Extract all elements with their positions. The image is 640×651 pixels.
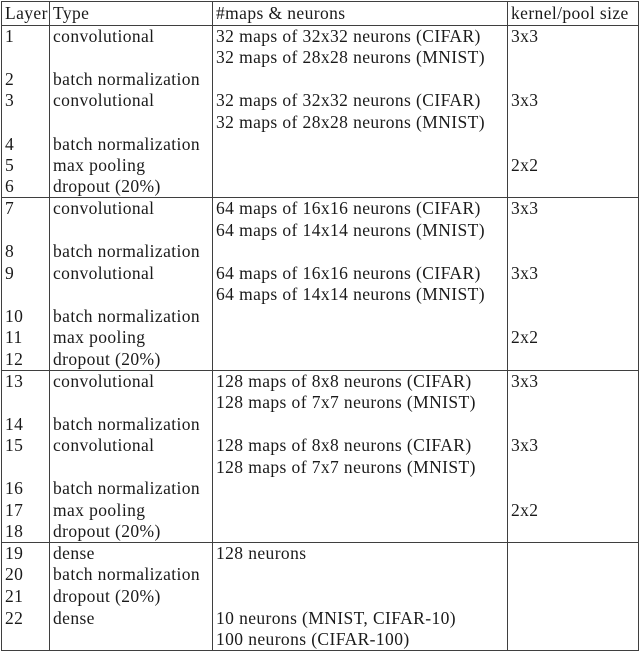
type-cell: dropout (20%) bbox=[50, 176, 213, 198]
type-cell: batch normalization bbox=[50, 69, 213, 91]
layer-cell: 21 bbox=[2, 586, 50, 608]
maps-cell bbox=[213, 327, 508, 349]
kernel-cell bbox=[508, 564, 639, 586]
maps-cell bbox=[213, 564, 508, 586]
layer-cell: 13 bbox=[2, 370, 50, 392]
type-cell bbox=[50, 112, 213, 134]
maps-cell: 10 neurons (MNIST, CIFAR-10) bbox=[213, 607, 508, 629]
layer-cell: 6 bbox=[2, 176, 50, 198]
layer-cell: 15 bbox=[2, 435, 50, 457]
layer-cell: 3 bbox=[2, 90, 50, 112]
table-row bbox=[2, 47, 639, 69]
maps-cell bbox=[213, 586, 508, 608]
kernel-cell: 3x3 bbox=[508, 198, 639, 220]
maps-cell: 32 maps of 32x32 neurons (CIFAR) bbox=[213, 26, 508, 48]
kernel-cell: 3x3 bbox=[508, 26, 639, 48]
kernel-cell bbox=[508, 392, 639, 414]
layer-cell: 7 bbox=[2, 198, 50, 220]
maps-cell bbox=[213, 500, 508, 522]
table-row bbox=[2, 629, 639, 651]
table-row bbox=[2, 198, 639, 220]
kernel-cell bbox=[508, 607, 639, 629]
maps-cell: 64 maps of 16x16 neurons (CIFAR) bbox=[213, 263, 508, 285]
kernel-cell bbox=[508, 349, 639, 371]
type-cell: convolutional bbox=[50, 26, 213, 48]
type-cell bbox=[50, 284, 213, 306]
maps-cell bbox=[213, 176, 508, 198]
layer-block-1 bbox=[2, 26, 639, 198]
type-cell: convolutional bbox=[50, 263, 213, 285]
kernel-cell: 3x3 bbox=[508, 263, 639, 285]
type-cell: max pooling bbox=[50, 327, 213, 349]
table-header bbox=[2, 2, 639, 26]
kernel-cell bbox=[508, 47, 639, 69]
type-cell bbox=[50, 219, 213, 241]
type-cell: batch normalization bbox=[50, 413, 213, 435]
kernel-cell bbox=[508, 478, 639, 500]
column-header-kernel: kernel/pool size bbox=[508, 2, 639, 26]
kernel-cell bbox=[508, 456, 639, 478]
layer-cell: 16 bbox=[2, 478, 50, 500]
layer-cell: 17 bbox=[2, 500, 50, 522]
kernel-cell bbox=[508, 176, 639, 198]
layer-cell: 20 bbox=[2, 564, 50, 586]
table-row bbox=[2, 26, 639, 48]
type-cell: dropout (20%) bbox=[50, 521, 213, 543]
table-row bbox=[2, 456, 639, 478]
kernel-cell: 2x2 bbox=[508, 327, 639, 349]
table-row bbox=[2, 176, 639, 198]
type-cell: convolutional bbox=[50, 435, 213, 457]
table-row bbox=[2, 586, 639, 608]
layer-block-4 bbox=[2, 543, 639, 651]
type-cell bbox=[50, 392, 213, 414]
table-row bbox=[2, 435, 639, 457]
layer-cell bbox=[2, 392, 50, 414]
type-cell: dropout (20%) bbox=[50, 586, 213, 608]
type-cell: batch normalization bbox=[50, 306, 213, 328]
kernel-cell bbox=[508, 284, 639, 306]
maps-cell: 64 maps of 14x14 neurons (MNIST) bbox=[213, 284, 508, 306]
maps-cell: 128 maps of 8x8 neurons (CIFAR) bbox=[213, 370, 508, 392]
kernel-cell bbox=[508, 306, 639, 328]
type-cell: batch normalization bbox=[50, 478, 213, 500]
maps-cell: 128 maps of 7x7 neurons (MNIST) bbox=[213, 392, 508, 414]
type-cell: convolutional bbox=[50, 198, 213, 220]
layer-cell: 11 bbox=[2, 327, 50, 349]
layer-cell bbox=[2, 284, 50, 306]
maps-cell bbox=[213, 349, 508, 371]
table-row bbox=[2, 155, 639, 177]
type-cell: batch normalization bbox=[50, 564, 213, 586]
table-row bbox=[2, 112, 639, 134]
table-row bbox=[2, 263, 639, 285]
column-header-layer: Layer bbox=[2, 2, 50, 26]
column-header-type: Type bbox=[50, 2, 213, 26]
maps-cell bbox=[213, 306, 508, 328]
maps-cell bbox=[213, 413, 508, 435]
table-row bbox=[2, 543, 639, 565]
kernel-cell bbox=[508, 586, 639, 608]
layer-cell: 1 bbox=[2, 26, 50, 48]
table-row bbox=[2, 327, 639, 349]
table-row bbox=[2, 306, 639, 328]
type-cell: dropout (20%) bbox=[50, 349, 213, 371]
layer-cell: 12 bbox=[2, 349, 50, 371]
maps-cell bbox=[213, 155, 508, 177]
table-row bbox=[2, 219, 639, 241]
table-row bbox=[2, 133, 639, 155]
table-row bbox=[2, 607, 639, 629]
kernel-cell bbox=[508, 413, 639, 435]
maps-cell: 64 maps of 14x14 neurons (MNIST) bbox=[213, 219, 508, 241]
maps-cell: 100 neurons (CIFAR-100) bbox=[213, 629, 508, 651]
type-cell bbox=[50, 47, 213, 69]
column-header-maps: #maps & neurons bbox=[213, 2, 508, 26]
layer-cell: 9 bbox=[2, 263, 50, 285]
type-cell: dense bbox=[50, 543, 213, 565]
layer-cell: 8 bbox=[2, 241, 50, 263]
maps-cell bbox=[213, 133, 508, 155]
type-cell: convolutional bbox=[50, 370, 213, 392]
kernel-cell: 2x2 bbox=[508, 500, 639, 522]
kernel-cell bbox=[508, 241, 639, 263]
maps-cell: 64 maps of 16x16 neurons (CIFAR) bbox=[213, 198, 508, 220]
maps-cell: 128 neurons bbox=[213, 543, 508, 565]
layer-block-2 bbox=[2, 198, 639, 370]
type-cell: max pooling bbox=[50, 155, 213, 177]
kernel-cell: 3x3 bbox=[508, 370, 639, 392]
kernel-cell: 2x2 bbox=[508, 155, 639, 177]
maps-cell: 32 maps of 32x32 neurons (CIFAR) bbox=[213, 90, 508, 112]
layer-cell: 2 bbox=[2, 69, 50, 91]
type-cell: batch normalization bbox=[50, 133, 213, 155]
table-row bbox=[2, 69, 639, 91]
layer-cell bbox=[2, 456, 50, 478]
layer-cell: 18 bbox=[2, 521, 50, 543]
maps-cell: 128 maps of 8x8 neurons (CIFAR) bbox=[213, 435, 508, 457]
type-cell: batch normalization bbox=[50, 241, 213, 263]
kernel-cell bbox=[508, 112, 639, 134]
table-row bbox=[2, 392, 639, 414]
layer-cell bbox=[2, 219, 50, 241]
table-row bbox=[2, 90, 639, 112]
kernel-cell bbox=[508, 69, 639, 91]
kernel-cell bbox=[508, 629, 639, 651]
kernel-cell bbox=[508, 219, 639, 241]
layer-cell: 14 bbox=[2, 413, 50, 435]
layer-cell: 5 bbox=[2, 155, 50, 177]
type-cell bbox=[50, 456, 213, 478]
type-cell: convolutional bbox=[50, 90, 213, 112]
table-row bbox=[2, 413, 639, 435]
layer-cell bbox=[2, 629, 50, 651]
kernel-cell: 3x3 bbox=[508, 435, 639, 457]
cnn-architecture-table bbox=[1, 1, 639, 651]
table-row bbox=[2, 478, 639, 500]
layer-cell: 10 bbox=[2, 306, 50, 328]
maps-cell bbox=[213, 521, 508, 543]
layer-cell bbox=[2, 112, 50, 134]
kernel-cell bbox=[508, 133, 639, 155]
table-row bbox=[2, 349, 639, 371]
kernel-cell: 3x3 bbox=[508, 90, 639, 112]
layer-cell: 22 bbox=[2, 607, 50, 629]
maps-cell bbox=[213, 69, 508, 91]
maps-cell: 32 maps of 28x28 neurons (MNIST) bbox=[213, 47, 508, 69]
layer-cell bbox=[2, 47, 50, 69]
kernel-cell bbox=[508, 543, 639, 565]
type-cell: dense bbox=[50, 607, 213, 629]
table-row bbox=[2, 521, 639, 543]
table-row bbox=[2, 500, 639, 522]
table-row bbox=[2, 284, 639, 306]
maps-cell bbox=[213, 478, 508, 500]
table-row bbox=[2, 241, 639, 263]
header-row bbox=[2, 2, 639, 26]
table-row bbox=[2, 564, 639, 586]
type-cell bbox=[50, 629, 213, 651]
maps-cell bbox=[213, 241, 508, 263]
layer-cell: 19 bbox=[2, 543, 50, 565]
type-cell: max pooling bbox=[50, 500, 213, 522]
kernel-cell bbox=[508, 521, 639, 543]
maps-cell: 128 maps of 7x7 neurons (MNIST) bbox=[213, 456, 508, 478]
layer-cell: 4 bbox=[2, 133, 50, 155]
maps-cell: 32 maps of 28x28 neurons (MNIST) bbox=[213, 112, 508, 134]
layer-block-3 bbox=[2, 370, 639, 542]
table-row bbox=[2, 370, 639, 392]
